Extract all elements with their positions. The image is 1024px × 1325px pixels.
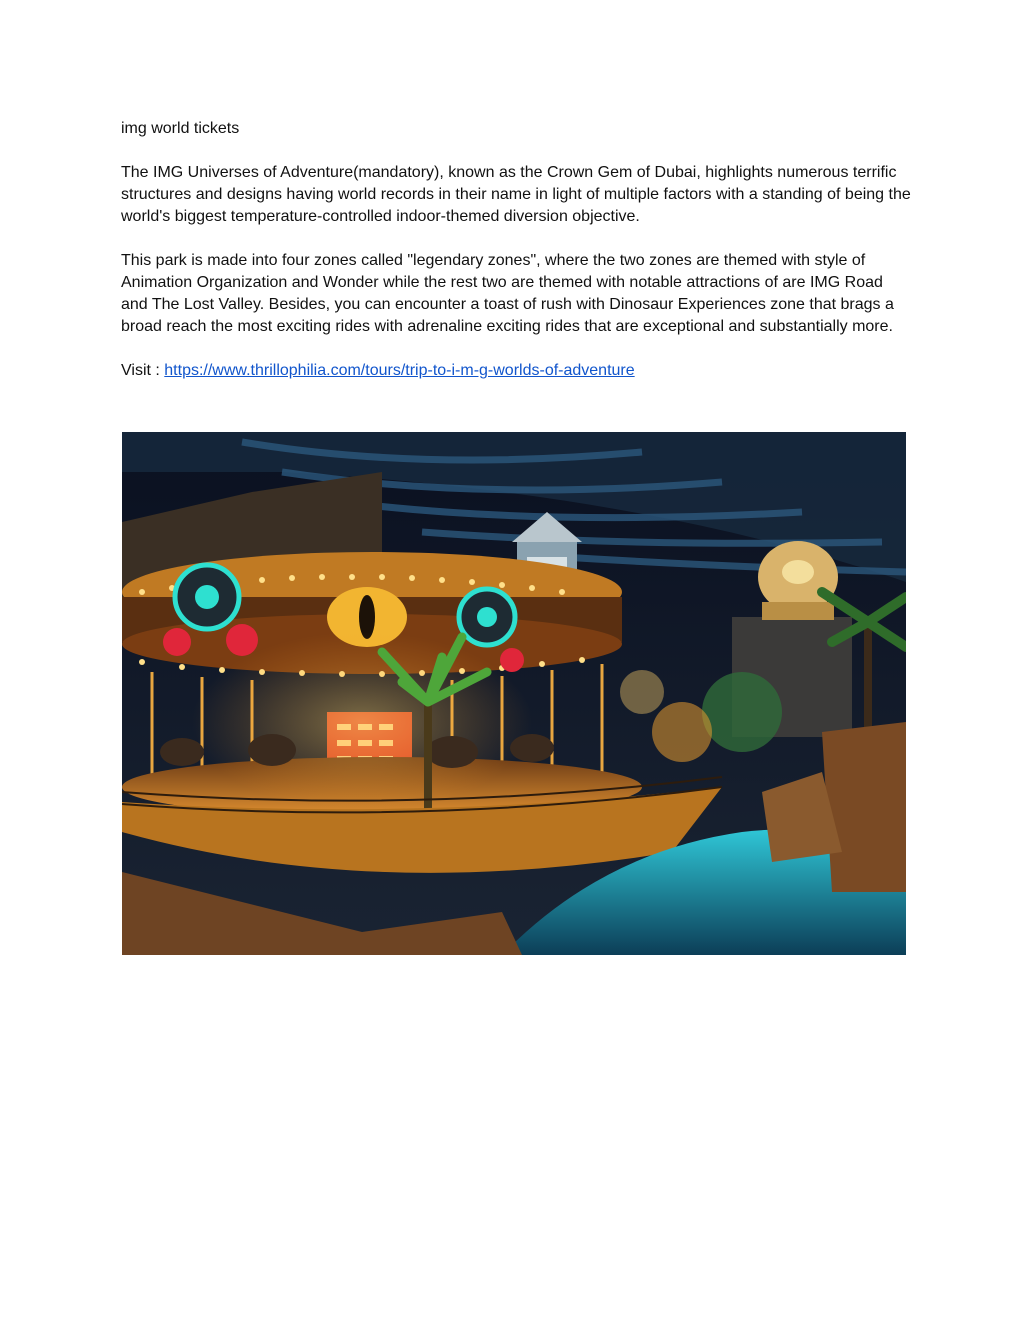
visit-line xyxy=(121,360,911,382)
theme-park-photo xyxy=(122,432,906,955)
document-title: img world tickets xyxy=(121,120,240,137)
visit-link[interactable]: https://www.thrillophilia.com/tours/trip-to-i-m-g-worlds-of-adventure xyxy=(164,362,635,379)
paragraph-zones: This park is made into four zones called "legendary zones", where the two zones are themed with style of Animation Organization and Wonder while the rest two are themed with notable attractions of are IMG Road and The Lost Valley. Besides, you can encounter a toast of rush with Dinosaur Experiences zone that brags a broad reach the most exciting rides with adrenaline exciting rides that are exceptional and substantially more. xyxy=(121,252,894,335)
paragraph-intro: The IMG Universes of Adventure(mandatory), known as the Crown Gem of Dubai, highlights numerous terrific structures and designs having world records in their name in light of multiple factors with a standing of being the world's biggest temperature-controlled indoor-themed diversion objective. xyxy=(121,164,911,225)
photo-illustration xyxy=(122,432,906,955)
visit-label: Visit : xyxy=(121,362,165,379)
document-body xyxy=(121,118,911,404)
